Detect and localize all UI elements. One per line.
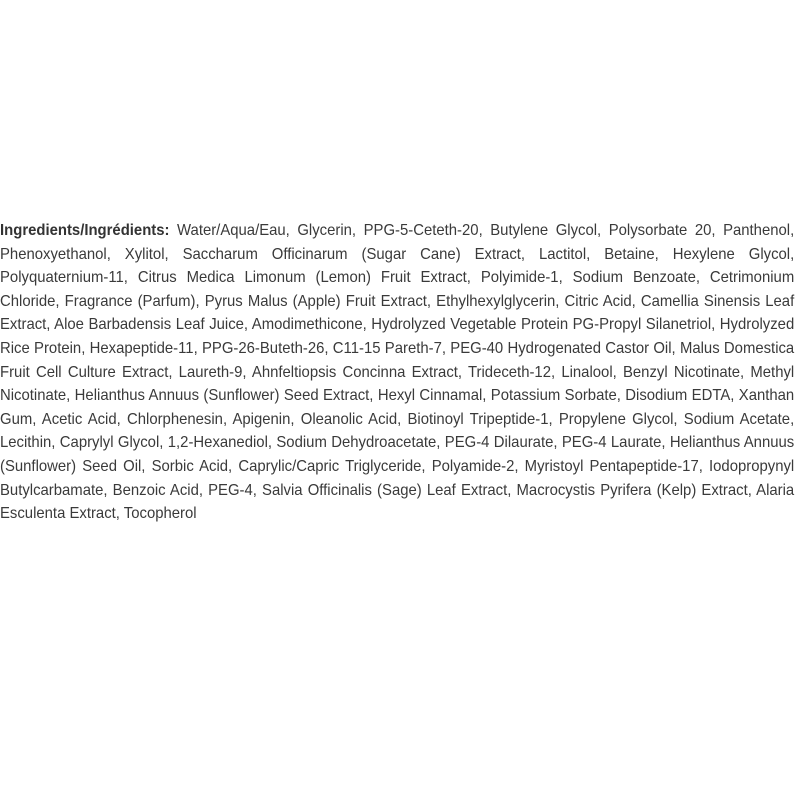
ingredients-paragraph <box>0 219 794 526</box>
ingredients-list: Water/Aqua/Eau, Glycerin, PPG-5-Ceteth-20, Butylene Glycol, Polysorbate 20, Panthenol, Phenoxyethanol, Xylitol, Saccharum Officinarum (Sugar Cane) Extract, Lactitol, Betaine, Hexylene Glycol, Polyquaternium-11, Citrus Medica Limonum (Lemon) Fruit Extract, Polyimide-1, Sodium Benzoate, Cetrimonium Chloride, Fragrance (Parfum), Pyrus Malus (Apple) Fruit Extract, Ethylhexylglycerin, Citric Acid, Camellia Sinensis Leaf Extract, Aloe Barbadensis Leaf Juice, Amodimethicone, Hydrolyzed Vegetable Protein PG-Propyl Silanetriol, Hydrolyzed Rice Protein, Hexapeptide-11, PPG-26-Buteth-26, C11-15 Pareth-7, PEG-40 Hydrogenated Castor Oil, Malus Domestica Fruit Cell Culture Extract, Laureth-9, Ahnfeltiopsis Concinna Extract, Trideceth-12, Linalool, Benzyl Nicotinate, Methyl Nicotinate, Helianthus Annuus (Sunflower) Seed Extract, Hexyl Cinnamal, Potassium Sorbate, Disodium EDTA, Xanthan Gum, Acetic Acid, Chlorphenesin, Apigenin, Oleanolic Acid, Biotinoyl Tripeptide-1, Propylene Glycol, Sodium Acetate, Lecithin, Caprylyl Glycol, 1,2-Hexanediol, Sodium Dehydroacetate, PEG-4 Dilaurate, PEG-4 Laurate, Helianthus Annuus (Sunflower) Seed Oil, Sorbic Acid, Caprylic/Capric Triglyceride, Polyamide-2, Myristoyl Pentapeptide-17, Iodopropynyl Butylcarbamate, Benzoic Acid, PEG-4, Salvia Officinalis (Sage) Leaf Extract, Macrocystis Pyrifera (Kelp) Extract, Alaria Esculenta Extract, Tocopherol <box>0 222 795 523</box>
ingredients-label: Ingredients/Ingrédients: <box>0 222 170 239</box>
